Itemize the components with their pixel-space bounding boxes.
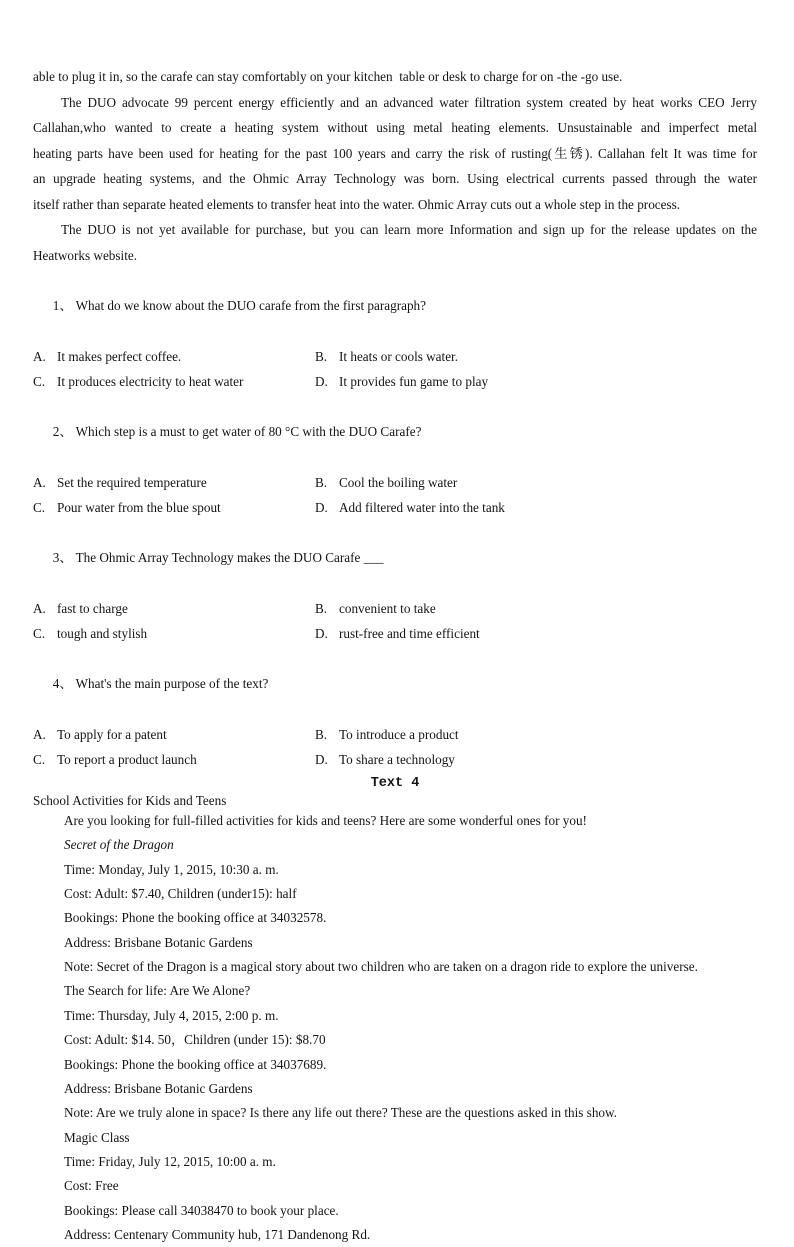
passage-line: The DUO advocate 99 percent energy efficiently and an advanced water filtration system created by heat works CEO Jerry xyxy=(61,94,757,110)
activity-title: The Search for life: Are We Alone? xyxy=(64,983,251,999)
options-row xyxy=(33,369,757,394)
option-label: D. xyxy=(315,499,328,515)
passage-line: able to plug it in, so the carafe can stay comfortably on your kitchen table or desk to charge for on -the -go use. xyxy=(33,69,623,84)
option-text: It makes perfect coffee. xyxy=(57,348,182,364)
options-row xyxy=(33,621,757,646)
option-c xyxy=(33,621,315,646)
activity-line: Address: Brisbane Botanic Gardens xyxy=(64,1080,253,1096)
activity-line: Address: Brisbane Botanic Gardens xyxy=(64,934,253,950)
option-text: It produces electricity to heat water xyxy=(57,373,244,389)
option-d xyxy=(315,747,455,772)
option-c xyxy=(33,369,315,394)
question-text: The Ohmic Array Technology makes the DUO Carafe ___ xyxy=(75,550,384,566)
option-label: C. xyxy=(33,373,46,389)
question-number: 3、 xyxy=(52,550,73,566)
option-label: C. xyxy=(33,751,46,767)
intro-line: Are you looking for full-filled activities for kids and teens? Here are some wonderful ones for you! xyxy=(64,813,587,829)
option-text: To introduce a product xyxy=(339,726,459,742)
activity-line: Time: Monday, July 1, 2015, 10:30 a. m. xyxy=(64,861,279,877)
passage-line: Callahan,who wanted to create a heating system without using metal heating elements. Unsustainable and imperfect metal xyxy=(33,120,757,135)
option-a xyxy=(33,596,315,621)
question-text: Which step is a must to get water of 80 °C with the DUO Carafe? xyxy=(75,424,422,440)
option-label: B. xyxy=(315,348,328,364)
question-text: What's the main purpose of the text? xyxy=(75,676,269,692)
question-line-4 xyxy=(33,646,757,722)
activity-line: Note: Secret of the Dragon is a magical story about two children who are taken on a dragon ride to explore the universe. xyxy=(64,959,698,975)
option-text: It heats or cools water. xyxy=(339,348,459,364)
option-label: D. xyxy=(315,751,328,767)
activity-title: Magic Class xyxy=(64,1129,130,1145)
activity-title: Secret of the Dragon xyxy=(64,837,174,853)
option-label: B. xyxy=(315,474,328,490)
option-label: C. xyxy=(33,499,46,515)
option-b xyxy=(315,722,459,747)
activity-line: Cost: Free xyxy=(64,1178,119,1194)
passage-line: heating parts have been used for heating for the past 100 years and carry the risk of rusting(生锈). Callahan felt It was time for xyxy=(33,145,757,161)
section-subtitle: School Activities for Kids and Teens xyxy=(33,793,227,809)
activity-line: Cost: Adult: $7.40, Children (under15): half xyxy=(64,886,297,902)
activity-line: Note: Are we truly alone in space? Is there any life out there? These are the questions asked in this show. xyxy=(64,1105,617,1121)
section-heading: Text 4 xyxy=(370,776,420,792)
activity-line: Bookings: Please call 34038470 to book your place. xyxy=(64,1202,339,1218)
activity-line: Bookings: Phone the booking office at 34037689. xyxy=(64,1056,327,1072)
option-text: Cool the boiling water xyxy=(339,474,458,490)
question-text: What do we know about the DUO carafe from the first paragraph? xyxy=(75,298,426,314)
question-line-1 xyxy=(33,268,757,344)
option-b xyxy=(315,470,457,495)
option-text: Add filtered water into the tank xyxy=(339,499,505,515)
option-b xyxy=(315,344,458,369)
passage-line: itself rather than separate heated elements to transfer heat into the water. Ohmic Array cuts out a whole step in the process. xyxy=(33,196,681,212)
question-number: 2、 xyxy=(52,424,73,440)
option-d xyxy=(315,495,505,520)
option-text: fast to charge xyxy=(57,600,128,616)
question-number: 1、 xyxy=(52,298,73,314)
option-label: C. xyxy=(33,625,46,641)
page-content xyxy=(33,64,757,1247)
option-label: B. xyxy=(315,600,328,616)
option-a xyxy=(33,722,315,747)
options-row xyxy=(33,495,757,520)
option-text: To apply for a patent xyxy=(57,726,167,742)
option-d xyxy=(315,369,488,394)
option-text: To report a product launch xyxy=(57,751,197,767)
activity-line: Cost: Adult: $14. 50，Children (under 15): $8.70 xyxy=(64,1032,326,1048)
passage-line: an upgrade heating systems, and the Ohmic Array Technology was born. Using electrical currents passed through the water xyxy=(33,171,757,186)
options-row xyxy=(33,470,757,495)
option-label: A. xyxy=(33,474,46,490)
activity-line: Time: Thursday, July 4, 2015, 2:00 p. m. xyxy=(64,1007,279,1023)
option-d xyxy=(315,621,480,646)
option-text: To share a technology xyxy=(339,751,455,767)
activity-line: Time: Friday, July 12, 2015, 10:00 a. m. xyxy=(64,1153,276,1169)
option-label: D. xyxy=(315,373,328,389)
option-label: B. xyxy=(315,726,328,742)
option-label: D. xyxy=(315,625,328,641)
option-text: Set the required temperature xyxy=(57,474,207,490)
option-text: convenient to take xyxy=(339,600,436,616)
option-c xyxy=(33,747,315,772)
option-label: A. xyxy=(33,348,46,364)
option-c xyxy=(33,495,315,520)
option-a xyxy=(33,470,315,495)
option-b xyxy=(315,596,436,621)
options-row xyxy=(33,344,757,369)
activity-line: Address: Centenary Community hub, 171 Dandenong Rd. xyxy=(64,1226,371,1242)
option-a xyxy=(33,344,315,369)
question-number: 4、 xyxy=(52,676,73,692)
passage-line: The DUO is not yet available for purchase, but you can learn more Information and sign up for the release updates on the xyxy=(61,222,757,237)
question-line-2 xyxy=(33,394,757,470)
activity-line: Bookings: Phone the booking office at 34032578. xyxy=(64,910,327,926)
option-text: tough and stylish xyxy=(57,625,148,641)
question-line-3 xyxy=(33,520,757,596)
option-text: It provides fun game to play xyxy=(339,373,489,389)
option-label: A. xyxy=(33,726,46,742)
option-text: rust-free and time efficient xyxy=(339,625,480,641)
option-label: A. xyxy=(33,600,46,616)
options-row xyxy=(33,747,757,772)
passage-line: Heatworks website. xyxy=(33,247,138,263)
options-row xyxy=(33,722,757,747)
option-text: Pour water from the blue spout xyxy=(57,499,221,515)
options-row xyxy=(33,596,757,621)
